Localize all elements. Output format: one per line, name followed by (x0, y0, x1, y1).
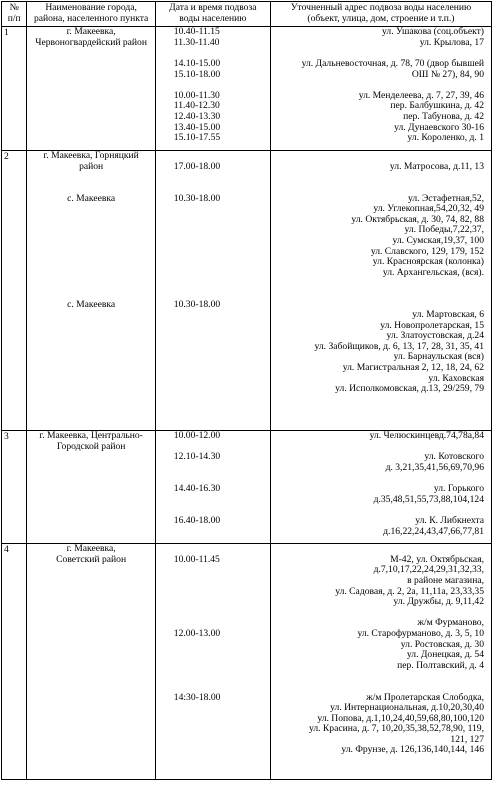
row-time: 10.00-12.00 12.10-14.30 14.40-16.30 16.40-18.00 (155, 431, 270, 544)
row-num: 4 (2, 544, 27, 780)
row-name: г. Макеевка, Горняцкий район с. Макеевка с. Макеевка (27, 151, 155, 431)
header-num: № п/п (2, 2, 27, 27)
table-row (2, 151, 492, 431)
row-time: 10.00-11.45 12.00-13.00 14:30-18.00 (155, 544, 270, 780)
place-makeevka-b: с. Макеевка (67, 298, 116, 310)
table-header-row (2, 2, 492, 27)
row-name: г. Макеевка, Центрально- Городской район (27, 431, 155, 544)
row-addr: ул. Челюскинцевд.74,78а,84 ул. Котовского д. 3,21,35,41,56,69,70,96 ул. Горького д.35,48,51,55,73,88,104,124 ул. К. Либкнехта д.16,22,24,43,47,66,77,81 (270, 431, 491, 544)
place-makeevka-a: с. Макеевка (67, 192, 116, 204)
header-time: Дата и время подвоза воды населению (155, 2, 270, 27)
header-name: Наименование города, района, населенного пункта (27, 2, 155, 27)
row-num: 3 (2, 431, 27, 544)
water-delivery-table (1, 1, 492, 780)
row-addr: ул. Ушакова (соц.объект) ул. Крылова, 17 ул. Дальневосточная, д. 78, 70 (двор бывшей ОШ № 27), 84, 90 ул. Менделеева, д. 7, 27, 39, 46 пер. Балбушкина, д. 42 пер. Табунова, д. 42 ул. Дунаевского 30-16 ул. Короленко, д. 1 (270, 27, 491, 151)
header-addr: Уточненный адрес подвоза воды населению (объект, улица, дом, строение и т.п.) (270, 2, 491, 27)
row-time: 10.40-11.15 11.30-11.40 14.10-15.00 15.10-18.00 10.00-11.30 11.40-12.30 12.40-13.30 13.40-15.00 15.10-17.55 (155, 27, 270, 151)
row-name: г. Макеевка, Советский район (27, 544, 155, 780)
row-num: 2 (2, 151, 27, 431)
table-row (2, 544, 492, 780)
table-row (2, 27, 492, 151)
row-addr: ул. Матросова, д.11, 13 ул. Эстафетная,52, ул. Углекопная,54,20,32, 49 ул. Октябрьская, д. 30, 74, 82, 88 ул. Победы,7,22,37, ул. Сумская,19,37, 100 ул. Славского, 129, 179, 152 ул. Красноярская (колонка) ул. Архангельская, (вся). ул. Мартовская, 6 ул. Новопролетарская, 15 ул. Златоустовская, д.24 ул. Забойщиков, д. 6, 13, 17, 28, 31, 35, 41 ул. Барнаульская (вся) ул. Магистральная 2, 12, 18, 24, 62 ул. Каховская ул. Исполкомовская, д.13, 29/259, 79 (270, 151, 491, 431)
row-addr: М-42, ул. Октябрьская, д.7,10,17,22,24,29,31,32,33, в районе магазина, ул. Садовая, д. 2, 2а, 11,11а, 23,33,35 ул. Дружбы, д. 9,11,42 ж/м Фурманово, ул. Старофурманово, д. 3, 5, 10 ул. Ростовская, д. 30 ул. Донецкая, д. 54 пер. Полтавский, д. 4 ж/м Пролетарская Слободка, ул. Интернациональная, д.10,20,30,40 ул. Попова, д.1,10,24,40,59,68,80,100,120 ул. Красина, д. 7, 10,20,35,38,52,78,90, 119, 121, 127 ул. Фрунзе, д. 126,136,140,144, 146 (270, 544, 491, 780)
table-row (2, 431, 492, 544)
row-time: 17.00-18.00 10.30-18.00 10.30-18.00 (155, 151, 270, 431)
row-name: г. Макеевка, Червоногвардейский район (27, 27, 155, 151)
row-num: 1 (2, 27, 27, 151)
